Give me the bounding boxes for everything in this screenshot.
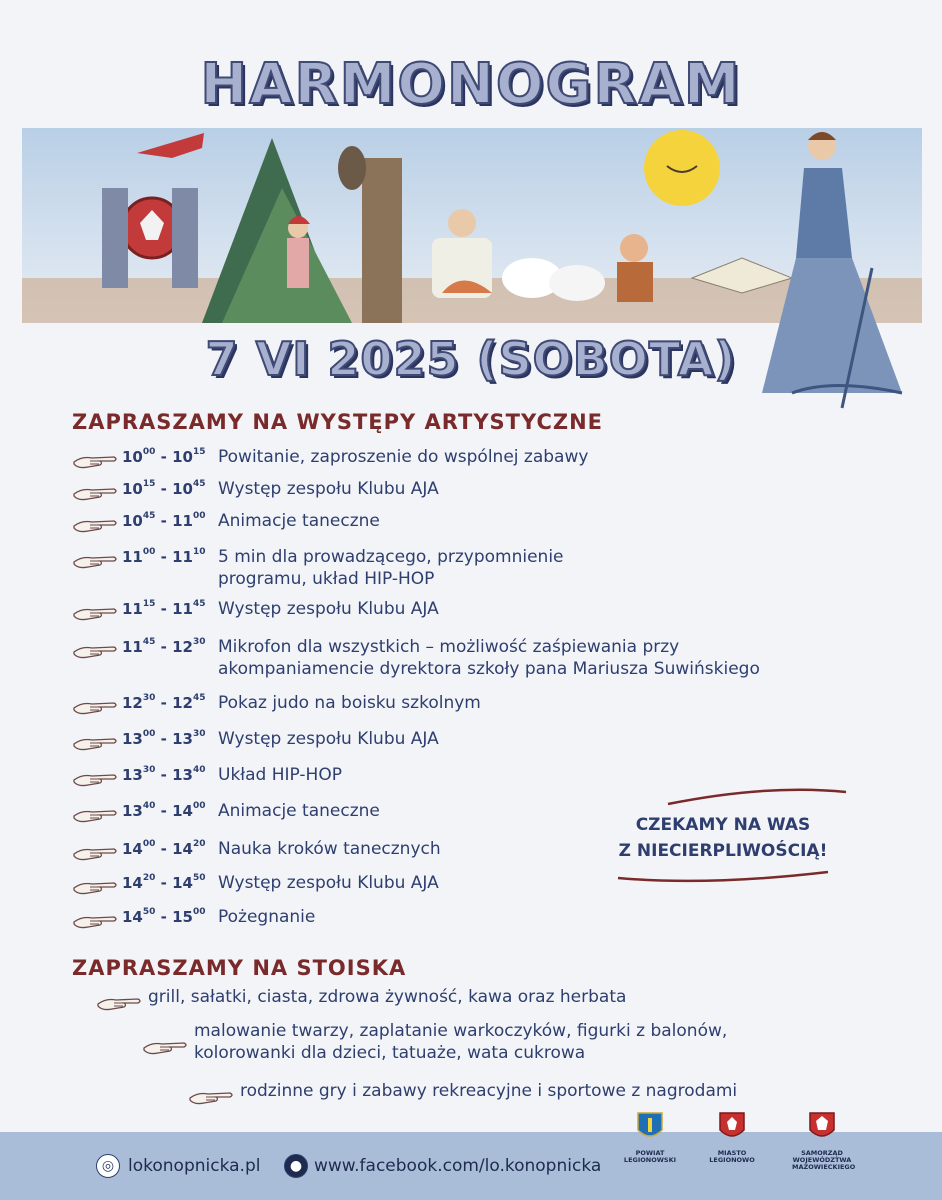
schedule-description: Układ HIP-HOP (218, 765, 342, 785)
stall-description: rodzinne gry i zabawy rekreacyjne i sportowe z nagrodami (240, 1081, 738, 1101)
stall-description: grill, sałatki, ciasta, zdrowa żywność, kawa oraz herbata (148, 987, 627, 1007)
pointing-hand-icon (72, 640, 118, 662)
schedule-description: Nauka kroków tanecznych (218, 839, 441, 859)
pointing-hand-icon (188, 1086, 234, 1108)
schedule-time: $14^{50} - 15^{00}$ (122, 907, 206, 926)
event-date: 7 VI 2025 (SOBOTA) (205, 332, 737, 386)
powiat-crest-icon (637, 1112, 663, 1142)
pointing-hand-icon (142, 1036, 188, 1058)
miasto-crest-icon (719, 1112, 745, 1142)
pointing-hand-icon (72, 732, 118, 754)
pointing-hand-icon (72, 550, 118, 572)
schedule-description: Występ zespołu Klubu AJA (218, 873, 439, 893)
pointing-hand-icon (72, 768, 118, 790)
schedule-description: Występ zespołu Klubu AJA (218, 479, 439, 499)
schedule-time: $11^{15} - 11^{45}$ (122, 599, 206, 618)
schedule-time: $10^{45} - 11^{00}$ (122, 511, 206, 530)
schedule-time: $10^{15} - 10^{45}$ (122, 479, 206, 498)
artistic-heading: ZAPRASZAMY NA WYSTĘPY ARTYSTYCZNE (72, 410, 604, 434)
pointing-hand-icon (96, 992, 142, 1014)
waiting-line-1: CZEKAMY NA WAS (635, 815, 811, 835)
schedule-description: Pożegnanie (218, 907, 316, 927)
schedule-time: $13^{40} - 14^{00}$ (122, 801, 206, 820)
schedule-time: $12^{30} - 12^{45}$ (122, 693, 206, 712)
schedule-description: Animacje taneczne (218, 511, 380, 531)
schedule-time: $14^{20} - 14^{50}$ (122, 873, 206, 892)
schedule-time: $11^{00} - 11^{10}$ (122, 547, 206, 566)
user-icon: ● (284, 1154, 308, 1178)
pointing-hand-icon (72, 910, 118, 932)
schedule-time: $11^{45} - 12^{30}$ (122, 637, 206, 656)
pointing-hand-icon (72, 842, 118, 864)
globe-icon: ◎ (96, 1154, 120, 1178)
pointing-hand-icon (72, 514, 118, 536)
schedule-description: Mikrofon dla wszystkich – możliwość zaśpiewania przy akompaniamencie dyrektora szkoły pana Mariusza Suwińskiego (218, 637, 760, 679)
logo-mazowsze-caption: SAMORZĄD WOJEWÓDZTWA MAZOWIECKIEGO (792, 1149, 856, 1171)
schedule-description: Występ zespołu Klubu AJA (218, 599, 439, 619)
logo-powiat (620, 1112, 680, 1164)
pointing-hand-icon (72, 450, 118, 472)
schedule-time: $13^{30} - 13^{40}$ (122, 765, 206, 784)
schedule-time: $10^{00} - 10^{15}$ (122, 447, 206, 466)
logo-powiat-caption: POWIAT LEGIONOWSKI (623, 1149, 677, 1164)
pointing-hand-icon (72, 602, 118, 624)
stalls-heading: ZAPRASZAMY NA STOISKA (72, 956, 407, 980)
logo-miasto-caption: MIASTO LEGIONOWO (709, 1149, 755, 1164)
logo-miasto (702, 1112, 762, 1164)
page-title: HARMONOGRAM (200, 52, 742, 117)
pointing-hand-icon (72, 696, 118, 718)
schedule-time: $13^{00} - 13^{30}$ (122, 729, 206, 748)
facebook-link[interactable]: www.facebook.com/lo.konopnicka (314, 1156, 602, 1176)
schedule-description: 5 min dla prowadzącego, przypomnienie programu, układ HIP-HOP (218, 547, 564, 589)
stall-description: malowanie twarzy, zaplatanie warkoczyków, figurki z balonów, kolorowanki dla dzieci, tatuaże, wata cukrowa (194, 1021, 728, 1063)
pointing-hand-icon (72, 876, 118, 898)
website-link[interactable]: lokonopnicka.pl (128, 1156, 261, 1176)
pointing-hand-icon (72, 482, 118, 504)
waiting-line-2: Z NIECIERPLIWOŚCIĄ! (618, 841, 828, 861)
schedule-time: $14^{00} - 14^{20}$ (122, 839, 206, 858)
schedule-description: Powitanie, zaproszenie do wspólnej zabawy (218, 447, 589, 467)
schedule-description: Animacje taneczne (218, 801, 380, 821)
mazowsze-crest-icon (809, 1112, 835, 1142)
waiting-message (598, 782, 848, 892)
logo-mazowsze (792, 1112, 856, 1171)
schedule-description: Pokaz judo na boisku szkolnym (218, 693, 481, 713)
schedule-description: Występ zespołu Klubu AJA (218, 729, 439, 749)
pointing-hand-icon (72, 804, 118, 826)
